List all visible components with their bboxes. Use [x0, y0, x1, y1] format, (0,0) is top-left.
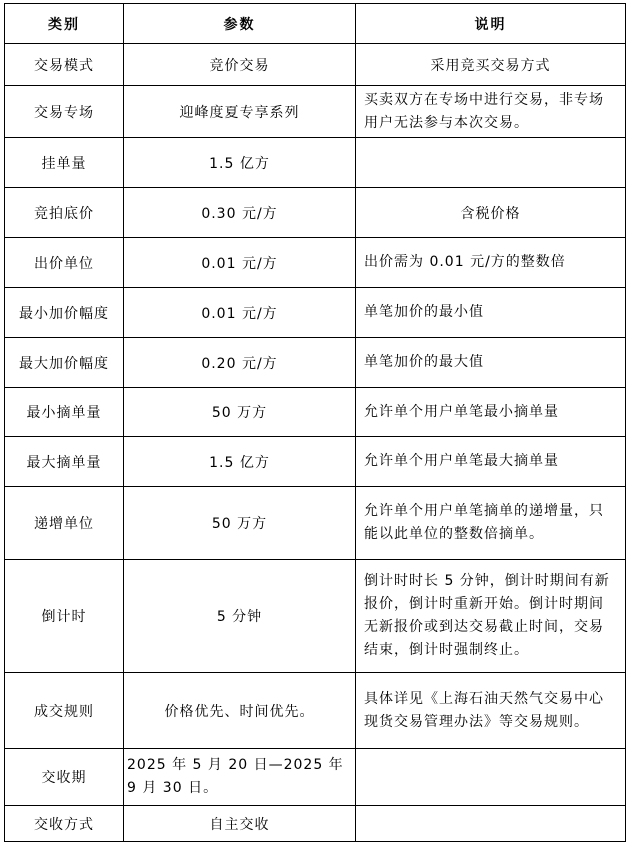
table-row [5, 138, 626, 188]
row-parameter: 0.01 元/方 [124, 238, 356, 288]
table-row [5, 288, 626, 338]
row-parameter: 自主交收 [124, 806, 356, 842]
row-description: 允许单个用户单笔摘单的递增量，只能以此单位的整数倍摘单。 [356, 487, 626, 560]
row-description: 出价需为 0.01 元/方的整数倍 [356, 238, 626, 288]
row-description [356, 749, 626, 806]
row-category: 挂单量 [5, 138, 124, 188]
table-row [5, 749, 626, 806]
row-parameter: 竞价交易 [124, 44, 356, 86]
row-category: 递增单位 [5, 487, 124, 560]
table-row [5, 238, 626, 288]
row-category: 最大加价幅度 [5, 338, 124, 388]
row-category: 交收期 [5, 749, 124, 806]
table-row [5, 338, 626, 388]
row-parameter: 5 分钟 [124, 560, 356, 673]
table-row [5, 86, 626, 138]
row-category: 交易专场 [5, 86, 124, 138]
header-description: 说明 [356, 4, 626, 44]
row-description: 倒计时时长 5 分钟，倒计时期间有新报价，倒计时重新开始。倒计时期间无新报价或到达交易截止时间，交易结束，倒计时强制终止。 [356, 560, 626, 673]
table-row [5, 806, 626, 842]
row-description: 允许单个用户单笔最小摘单量 [356, 388, 626, 437]
row-description: 买卖双方在专场中进行交易，非专场用户无法参与本次交易。 [356, 86, 626, 138]
row-parameter: 价格优先、时间优先。 [124, 673, 356, 749]
row-category: 交易模式 [5, 44, 124, 86]
row-parameter: 迎峰度夏专享系列 [124, 86, 356, 138]
table-row [5, 388, 626, 437]
table-row [5, 487, 626, 560]
row-parameter: 50 万方 [124, 388, 356, 437]
row-category: 最大摘单量 [5, 437, 124, 487]
row-parameter: 1.5 亿方 [124, 437, 356, 487]
table-row [5, 188, 626, 238]
row-category: 最小加价幅度 [5, 288, 124, 338]
row-category: 最小摘单量 [5, 388, 124, 437]
row-category: 交收方式 [5, 806, 124, 842]
table-row [5, 560, 626, 673]
row-parameter: 0.01 元/方 [124, 288, 356, 338]
table-row [5, 437, 626, 487]
row-category: 竞拍底价 [5, 188, 124, 238]
table-header-row [5, 4, 626, 44]
header-category: 类别 [5, 4, 124, 44]
header-parameter: 参数 [124, 4, 356, 44]
row-description: 采用竞买交易方式 [356, 44, 626, 86]
row-category: 成交规则 [5, 673, 124, 749]
auction-parameters-table [4, 3, 626, 842]
row-description: 单笔加价的最小值 [356, 288, 626, 338]
table-row [5, 673, 626, 749]
row-parameter: 50 万方 [124, 487, 356, 560]
row-category: 倒计时 [5, 560, 124, 673]
row-description: 单笔加价的最大值 [356, 338, 626, 388]
row-parameter: 0.20 元/方 [124, 338, 356, 388]
row-parameter: 1.5 亿方 [124, 138, 356, 188]
row-description: 具体详见《上海石油天然气交易中心现货交易管理办法》等交易规则。 [356, 673, 626, 749]
row-category: 出价单位 [5, 238, 124, 288]
table-row [5, 44, 626, 86]
row-parameter: 2025 年 5 月 20 日—2025 年 9 月 30 日。 [124, 749, 356, 806]
row-parameter: 0.30 元/方 [124, 188, 356, 238]
row-description [356, 138, 626, 188]
row-description [356, 806, 626, 842]
row-description: 允许单个用户单笔最大摘单量 [356, 437, 626, 487]
row-description: 含税价格 [356, 188, 626, 238]
